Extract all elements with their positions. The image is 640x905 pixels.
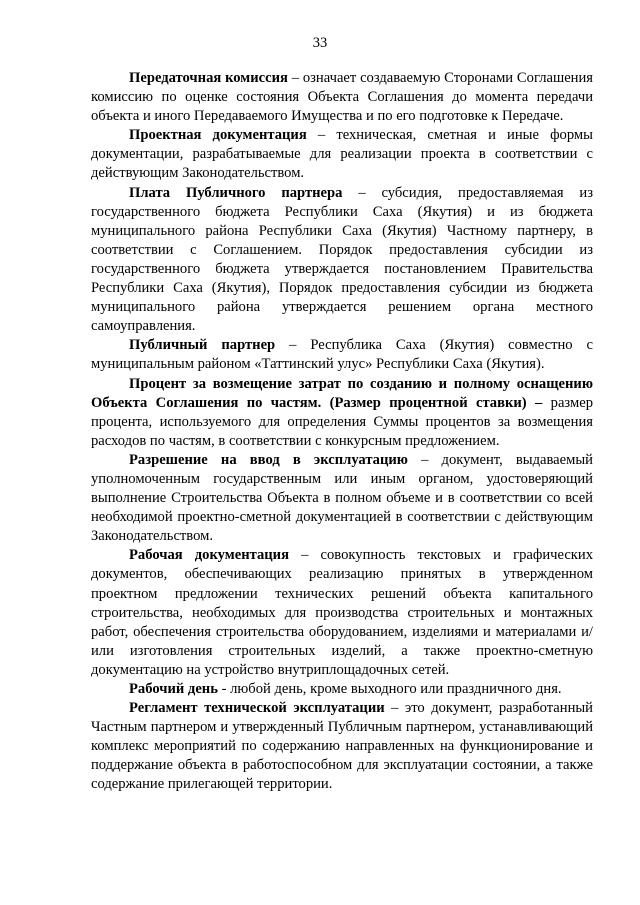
definition-text: – Республика Саха (Якутия) совместно с муниципальным районом «Таттинский улус» Республики Саха (Якутия). [91, 337, 593, 373]
definition-term: Плата Публичного партнера [129, 184, 343, 201]
definition-text: – субсидия, предоставляемая из государственного бюджета Республики Саха (Якутия) и из бюджета муниципального района Республики Саха (Якутия) Частному партнеру, в соответствии с Соглашением. Порядок предоставления субсидии из государственного бюджета утверждается постановлением Правительства Республики Саха (Якутия), Порядок предоставления субсидии из бюджета муниципального района утверждается решением органа местного самоуправления. [91, 184, 593, 335]
definition-text: – это документ, разработанный Частным партнером и утвержденный Публичным партнером, устанавливающий комплекс мероприятий по содержанию направленных на функционирование и поддержание объекта в работоспособном для эксплуатации состоянии, а также содержание прилегающей территории. [91, 700, 593, 793]
definition-text: – совокупность текстовых и графических документов, обеспечивающих реализацию принятых в утвержденном проектном предложении технических решений объекта капитального строительства, необходимых для производства строительных и монтажных работ, обеспечения строительства оборудованием, изделиями и материалами и/или изготовления строительных изделий, а также проектно-сметную документацию на устройство внутриплощадочных сетей. [91, 547, 593, 678]
definition-paragraph [91, 126, 593, 183]
definition-text: – техническая, сметная и иные формы документации, разрабатываемые для реализации проекта в соответствии с действующим Законодательством. [91, 127, 593, 182]
definition-text: – означает создаваемую Сторонами Соглашения комиссию по оценке состояния Объекта Соглашения до момента передачи объекта и иного Передаваемого Имущества и по его подготовке к Передаче. [91, 70, 594, 125]
definition-paragraph [91, 375, 593, 451]
definitions-section [91, 69, 593, 795]
definition-paragraph [91, 184, 593, 337]
definition-text: – документ, выдаваемый уполномоченным государственным или иным органом, удостоверяющий выполнение Строительства Объекта в полном объеме и в соответствии со всей необходимой проектно-сметной документацией в соответствии с действующим Законодательством. [91, 451, 593, 545]
definition-term: Публичный партнер [129, 337, 276, 354]
definition-text: - любой день, кроме выходного или праздничного дня. [217, 681, 562, 697]
page-number: 33 [312, 35, 328, 51]
definition-term: Процент за возмещение затрат по созданию и полному оснащению Объекта Соглашения по частям. (Размер процентной ставки) – [91, 375, 593, 411]
definition-paragraph [91, 680, 593, 699]
definition-term: Проектная документация [129, 127, 307, 144]
definition-term: Рабочая документация [129, 547, 289, 564]
definition-paragraph [91, 336, 593, 374]
definition-paragraph [91, 699, 593, 794]
definition-term: Разрешение на ввод в эксплуатацию [129, 451, 408, 468]
definition-term: Регламент технической эксплуатации [129, 700, 385, 717]
definition-paragraph [91, 69, 593, 126]
definition-term: Передаточная комиссия [129, 70, 288, 86]
definition-paragraph [91, 546, 593, 680]
definition-paragraph [91, 451, 593, 546]
definition-text: размер процента, используемого для определения Суммы процентов за возмещения расходов по частям, в соответствии с конкурсным предложением. [91, 394, 593, 449]
definition-term: Рабочий день [129, 681, 218, 697]
